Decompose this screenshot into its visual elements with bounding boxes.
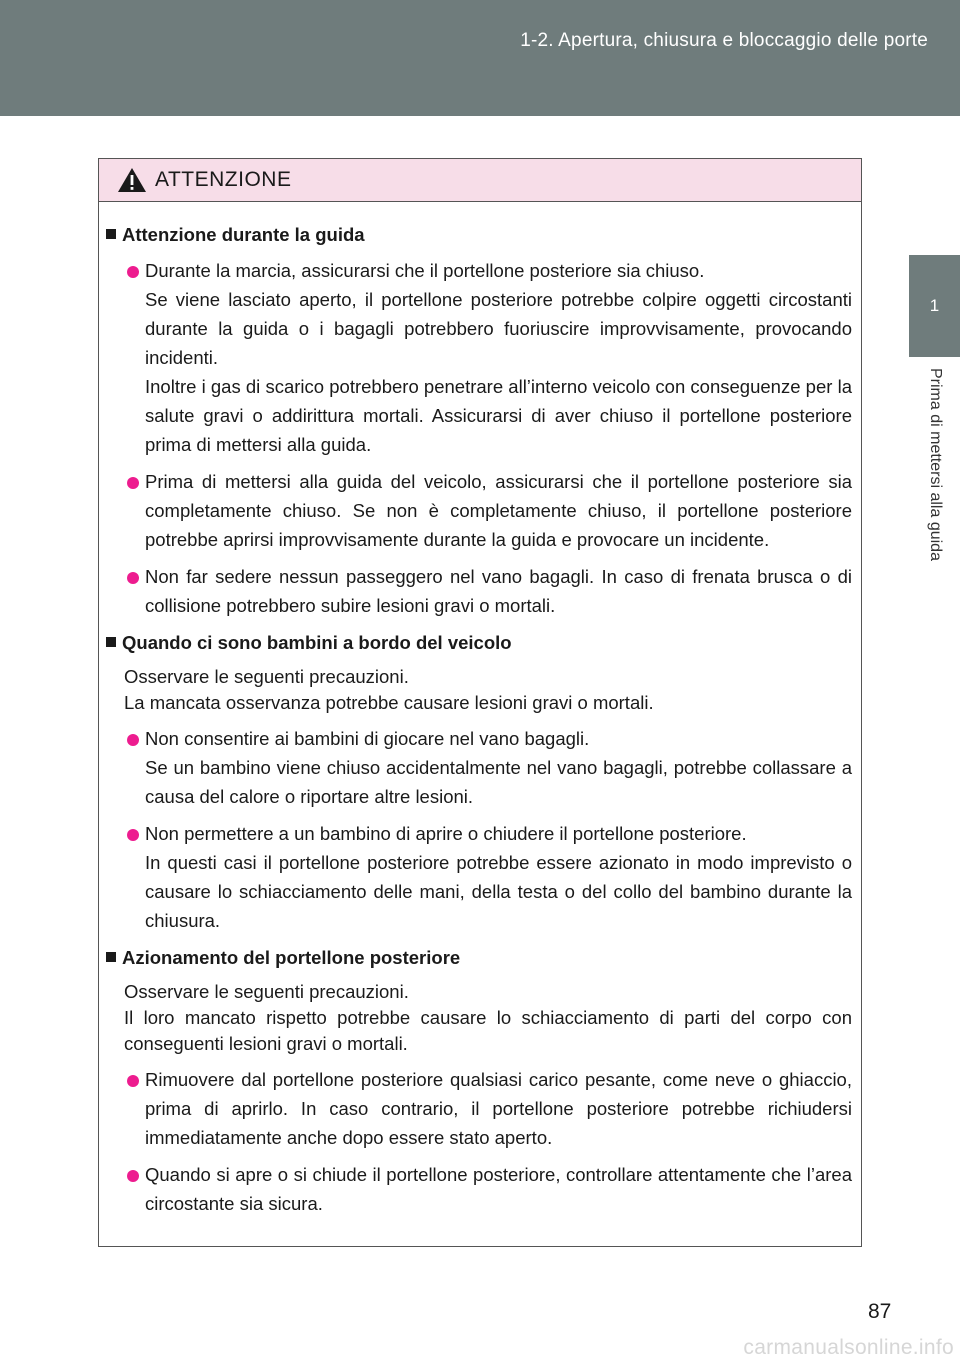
list-item [106,562,852,620]
list-item [106,467,852,554]
pink-dot-icon [127,734,139,746]
warning-header [99,159,861,202]
warning-box [98,158,862,1247]
list-item [106,1160,852,1218]
chapter-number: 1 [929,296,940,315]
text-line: In questi casi il portellone posteriore potrebbe essere azionato in modo imprevisto o causare lo schiacciamento delle mani, della testa o del collo del bambino durante la chiusura. [145,852,852,931]
watermark: carmanualsonline.info [743,1336,954,1359]
text-line: Non consentire ai bambini di giocare nel vano bagagli. [145,728,590,749]
section-heading-text: Quando ci sono bambini a bordo del veicolo [122,632,512,653]
section-heading [106,222,852,248]
text-line: Inoltre i gas di scarico potrebbero penetrare all’interno veicolo con conseguenze per la salute gravi o addirittura mortali. Assicurarsi di aver chiuso il portellone posteriore prima di mettersi alla guida. [145,376,852,455]
text-line: Rimuovere dal portellone posteriore qualsiasi carico pesante, come neve o ghiaccio, prima di aprirlo. In caso contrario, il portellone posteriore potrebbe richiudersi immediatamente anche dopo essere stato aperto. [145,1069,852,1148]
chapter-tab [909,255,960,357]
section-heading [106,945,852,971]
text-line: Osservare le seguenti precauzioni. [124,666,409,687]
list-item [106,819,852,935]
text-line: Se un bambino viene chiuso accidentalmente nel vano bagagli, potrebbe collassare a causa del calore o riportare altre lesioni. [145,757,852,807]
pink-dot-icon [127,266,139,278]
text-line: Durante la marcia, assicurarsi che il portellone posteriore sia chiuso. [145,260,705,281]
text-line: Il loro mancato rispetto potrebbe causare lo schiacciamento di parti del corpo con conseguenti lesioni gravi o mortali. [124,1007,852,1054]
text-line: Non far sedere nessun passeggero nel vano bagagli. In caso di frenata brusca o di collisione potrebbero subire lesioni gravi o mortali. [145,566,852,616]
section-intro [106,979,852,1057]
header-band [0,0,960,116]
chapter-title: Prima di mettersi alla guida [927,368,944,561]
text-line: Se viene lasciato aperto, il portellone posteriore potrebbe colpire oggetti circostanti durante la guida o i bagagli potrebbero fuoriuscire improvvisamente, provocando incidenti. [145,289,852,368]
pink-dot-icon [127,572,139,584]
square-bullet-icon [106,637,116,647]
section-heading-text: Azionamento del portellone posteriore [122,947,461,968]
section-intro [106,664,852,716]
square-bullet-icon [106,952,116,962]
warning-content [99,202,861,1218]
pink-dot-icon [127,1075,139,1087]
warning-triangle-icon [117,167,147,193]
text-line: Non permettere a un bambino di aprire o chiudere il portellone posteriore. [145,823,747,844]
pink-dot-icon [127,477,139,489]
text-line: Prima di mettersi alla guida del veicolo, assicurarsi che il portellone posteriore sia completamente chiuso. Se non è completamente chiuso, il portellone posteriore potrebbe aprirsi improvvisamente durante la guida e provocare un incidente. [145,471,852,550]
list-item [106,256,852,459]
pink-dot-icon [127,1170,139,1182]
page-number: 87 [868,1300,892,1323]
square-bullet-icon [106,229,116,239]
text-line: La mancata osservanza potrebbe causare lesioni gravi o mortali. [124,692,654,713]
text-line: Osservare le seguenti precauzioni. [124,981,409,1002]
text-line: Quando si apre o si chiude il portellone posteriore, controllare attentamente che l’area circostante sia sicura. [145,1164,852,1214]
section-heading-text: Attenzione durante la guida [122,224,365,245]
list-item [106,724,852,811]
pink-dot-icon [127,829,139,841]
warning-title: ATTENZIONE [155,168,292,191]
list-item [106,1065,852,1152]
section-header: 1-2. Apertura, chiusura e bloccaggio delle porte [520,30,928,51]
section-heading [106,630,852,656]
